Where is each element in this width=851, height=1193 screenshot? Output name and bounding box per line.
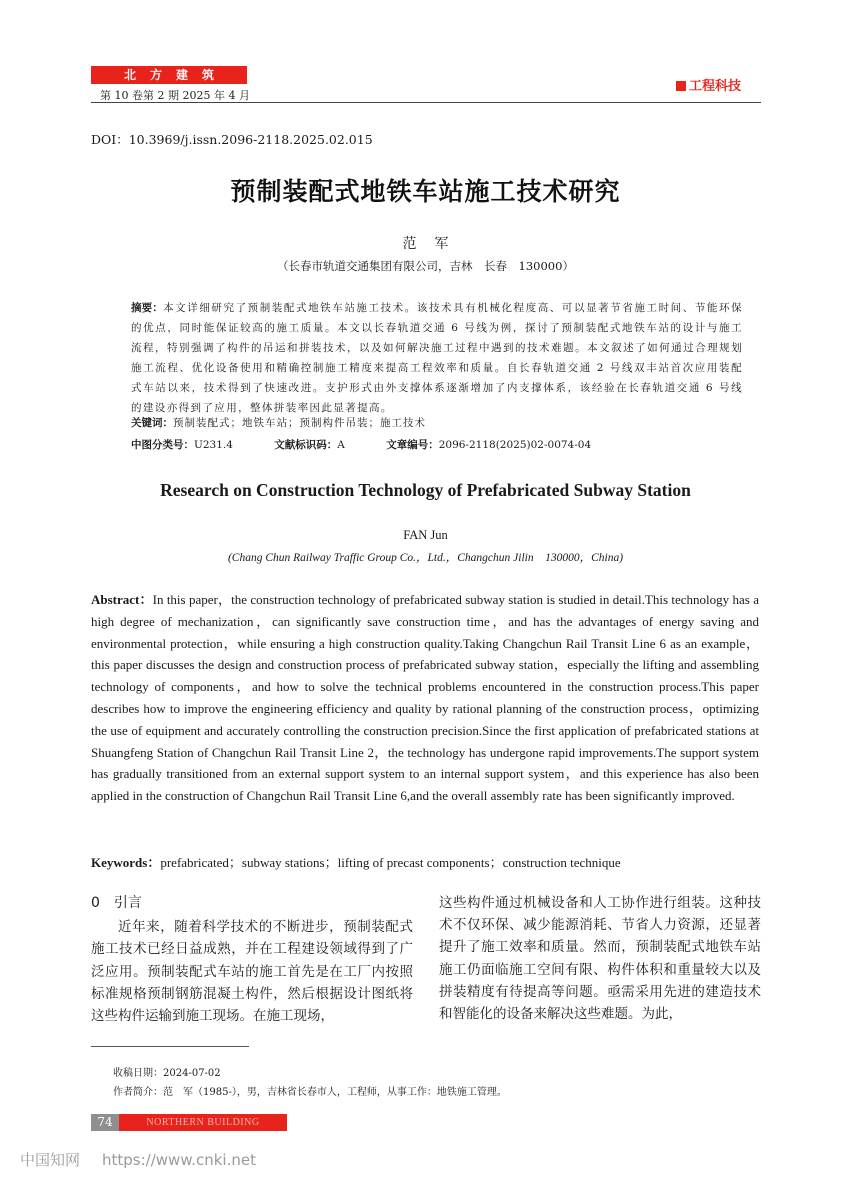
received-date: 收稿日期：2024-07-02 xyxy=(113,1068,221,1079)
header-divider xyxy=(91,102,761,103)
doi[interactable]: DOI：10.3969/j.issn.2096-2118.2025.02.015 xyxy=(91,132,373,147)
en-title: Research on Construction Technology of Prefabricated Subway Station xyxy=(160,480,691,500)
doc-code-label: 文献标识码： xyxy=(274,439,338,451)
author: 范军 xyxy=(402,236,467,252)
clc-value: U231.4 xyxy=(194,439,233,451)
journal-name-banner: 北方建筑 xyxy=(91,66,247,84)
clc-label: 中图分类号： xyxy=(131,439,194,451)
section-heading: 0 引言 xyxy=(91,895,142,911)
body-column-left xyxy=(91,892,413,1027)
article-no-label: 文章编号： xyxy=(386,439,439,451)
affiliation: （长春市轨道交通集团有限公司，吉林 长春 130000） xyxy=(277,259,574,273)
watermark-site: 中国知网 xyxy=(20,1151,81,1169)
cn-abstract xyxy=(131,298,743,418)
en-author: FAN Jun xyxy=(403,528,448,542)
cn-classification xyxy=(131,437,591,452)
cn-abstract-label: 摘要： xyxy=(131,302,164,314)
cn-keywords xyxy=(131,415,426,430)
section-square-icon xyxy=(676,81,686,91)
body-paragraph: 近年来，随着科学技术的不断进步，预制装配式施工技术已经日益成熟，并在工程建设领域得到了广泛应用。预制装配式车站的施工首先是在工厂内按照标准规格预制钢筋混凝土构件，然后根据设计图纸将这些构件运输到施工现场。在施工现场， xyxy=(91,919,413,1025)
page-title: 预制装配式地铁车站施工技术研究 xyxy=(230,177,621,206)
en-abstract-text: In this paper，the construction technology of prefabricated subway station is studied in detail.This technology has a high degree of mechanization，can significantly save construction time，and has the advantages of energy saving and environmental protection，while ensuring a high construction quality.Taking Changchun Rail Transit Line 6 as an example，this paper discusses the design and construction process of prefabricated subway station，especially the lifting and assembling technology of components，and how to solve the technical problems encountered in the construction process.This paper describes how to improve the engineering efficiency and quality by rational planning of the construction process，optimizing the use of equipment and accurately controlling the construction precision.Since the first application of prefabricated stations at Shuangfeng Station of Changchun Rail Transit Line 2，the technology has undergone rapid improvements.The support system has gradually transitioned from an external support system to an internal support system，and this experience has also been applied in the construction of Changchun Rail Transit Line 6,and the overall assembly rate has been significantly improved. xyxy=(91,592,759,804)
footer-journal-banner: NORTHERN BUILDING xyxy=(119,1114,287,1131)
en-abstract-label: Abstract： xyxy=(91,592,153,607)
en-keywords-label: Keywords： xyxy=(91,855,161,870)
en-keywords-text: prefabricated；subway stations；lifting of precast components；construction technique xyxy=(160,855,621,870)
doc-code-value: A xyxy=(337,439,345,451)
en-affiliation: (Chang Chun Railway Traffic Group Co.，Ltd.，Changchun Jilin 130000，China) xyxy=(227,552,624,564)
cn-keywords-text: 预制装配式；地铁车站；预制构件吊装；施工技术 xyxy=(173,417,426,429)
cn-keywords-label: 关键词： xyxy=(131,417,173,429)
footnote-divider xyxy=(91,1046,249,1047)
en-abstract xyxy=(91,589,759,807)
en-keywords xyxy=(91,852,621,871)
watermark-url[interactable]: https://www.cnki.net xyxy=(102,1151,256,1169)
cnki-watermark xyxy=(20,1149,256,1170)
issue-info: 第 10 卷第 2 期 2025 年 4 月 xyxy=(100,89,250,102)
author-bio: 作者简介：范 军（1985-），男，吉林省长春市人，工程师，从事工作：地铁施工管理。 xyxy=(113,1087,507,1098)
cn-abstract-text: 本文详细研究了预制装配式地铁车站施工技术。该技术具有机械化程度高、可以显著节省施工时间、节能环保的优点，同时能保证较高的施工质量。本文以长春轨道交通 6 号线为例，探讨了预制装配式地铁车站的设计与施工流程，特别强调了构件的吊运和拼装技术，以及如何解决施工过程中遇到的技术难题。本文叙述了如何通过合理规划施工流程、优化设备使用和精确控制施工精度来提高工程效率和质量。自长春轨道交通 2 号线双丰站首次应用装配式车站以来，技术得到了快速改进。支护形式由外支撑体系逐渐增加了内支撑体系，该经验在长春轨道交通 6 号线的建设亦得到了应用，整体拼装率因此显著提高。 xyxy=(131,302,743,414)
body-column-right: 这些构件通过机械设备和人工协作进行组装。这种技术不仅环保、减少能源消耗、节省人力资源，还显著提升了施工效率和质量。然而，预制装配式地铁车站施工仍面临施工空间有限、构件体积和重量较大以及拼装精度有待提高等问题。亟需采用先进的建造技术和智能化的设备来解决这些难题。为此， xyxy=(439,895,761,1023)
section-label: 工程科技 xyxy=(676,75,741,94)
article-no-value: 2096-2118(2025)02-0074-04 xyxy=(438,439,592,451)
page-number: 74 xyxy=(91,1114,119,1131)
